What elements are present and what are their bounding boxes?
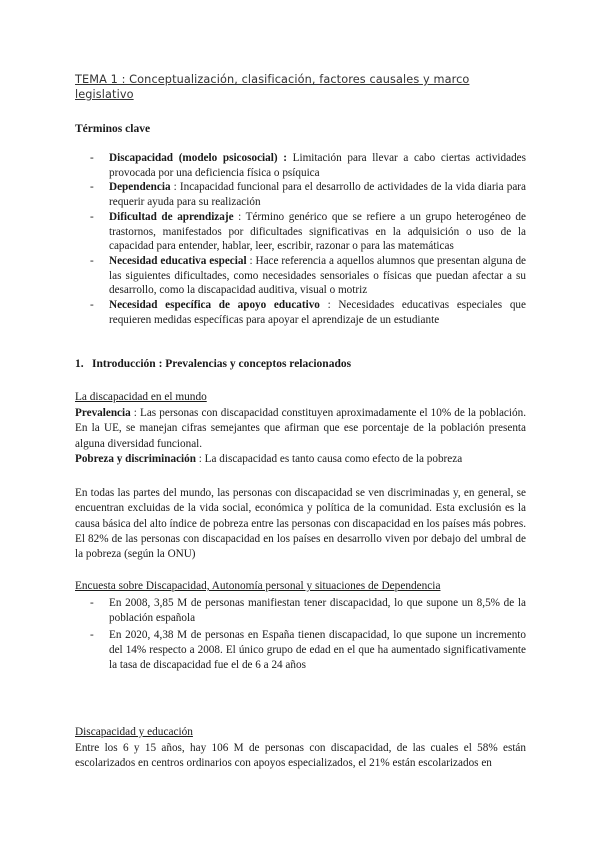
list-item (90, 298, 526, 327)
prevalence-label: Prevalencia (75, 407, 131, 419)
subheading-world: La discapacidad en el mundo (75, 391, 207, 403)
list-item (90, 210, 526, 254)
list-item (90, 180, 526, 209)
poverty-text: : La discapacidad es tanto causa como efecto de la pobreza (195, 452, 463, 465)
term-definition: : Necesidades educativas especiales que requieren medidas específicas para apoyar el aprendizaje de un estudiante (109, 299, 526, 326)
survey-list (90, 596, 526, 674)
list-item (90, 151, 526, 180)
term-definition: : Incapacidad funcional para el desarrollo de actividades de la vida diaria para requerir ayuda para su realización (109, 181, 526, 209)
list-item: - En 2008, 3,85 M de personas manifiestan tener discapacidad, lo que supone un 8,5% de la población española (90, 596, 526, 627)
list-item (90, 254, 526, 298)
term-definition: : Hace referencia a aquellos alumnos que presentan alguna de las siguientes dificultades, como necesidades sensoriales o físicas que puedan afectar a su desarrollo, como la discapacidad auditiva, visual o motriz (109, 254, 527, 297)
document-title: TEMA 1 : Conceptualización, clasificación, factores causales y marco legislativo (75, 73, 470, 101)
world-paragraph: En todas las partes del mundo, las personas con discapacidad se ven discriminadas y, en general, se encuentran excluidas de la vida social, económica y política de la comunidad. Esta exclusión es la causa básica del alto índice de pobreza entre las personas con discapacidad en los países más pobres. El 82% de las personas con discapacidad en los países en desarrollo viven por debajo del umbral de la pobreza (según la ONU) (75, 487, 526, 561)
key-terms-heading: Términos clave (75, 123, 151, 135)
subheading-education: Discapacidad y educación (75, 726, 193, 738)
prevalence-text: : Las personas con discapacidad constituyen aproximadamente el 10% de la población. En la UE, se manejan cifras semejantes que afirman que ese porcentaje de la población presenta alguna diversidad funcional. (75, 407, 526, 450)
poverty-label: Pobreza y discriminación (75, 452, 196, 465)
section-heading (75, 358, 351, 370)
term-label: Necesidad específica de apoyo educativo (109, 299, 320, 312)
list-item: - En 2020, 4,38 M de personas en España tienen discapacidad, lo que supone un incremento del 14% respecto a 2008. El único grupo de edad en el que ha aumentado significativamente la tasa de discapacidad fue el de 6 a 24 años (90, 628, 526, 674)
term-label: Necesidad educativa especial (109, 254, 247, 267)
education-paragraph: Entre los 6 y 15 años, hay 106 M de personas con discapacidad, de las cuales el 58% están escolarizados en centros ordinarios con apoyos especializados, el 21% están escolarizados en (75, 742, 526, 770)
term-label: Dependencia (109, 181, 171, 194)
subheading-survey: Encuesta sobre Discapacidad, Autonomía personal y situaciones de Dependencia (75, 580, 441, 592)
term-label: Discapacidad (modelo psicosocial) : (109, 152, 287, 164)
term-definition: Limitación para llevar a cabo ciertas actividades provocada por una deficiencia física o psíquica (109, 152, 526, 179)
section-title: Introducción : Prevalencias y conceptos relacionados (92, 358, 352, 370)
section-number: 1. (75, 358, 84, 370)
term-label: Dificultad de aprendizaje (109, 210, 234, 223)
key-terms-list (90, 151, 526, 327)
term-definition: : Término genérico que se refiere a un grupo heterogéneo de trastornos, manifestados por dificultades significativas en la adquisición o uso de la capacidad para entender, hablar, leer, escribir, razonar o para las matemáticas (109, 210, 526, 253)
prevalence-paragraph (75, 406, 526, 467)
